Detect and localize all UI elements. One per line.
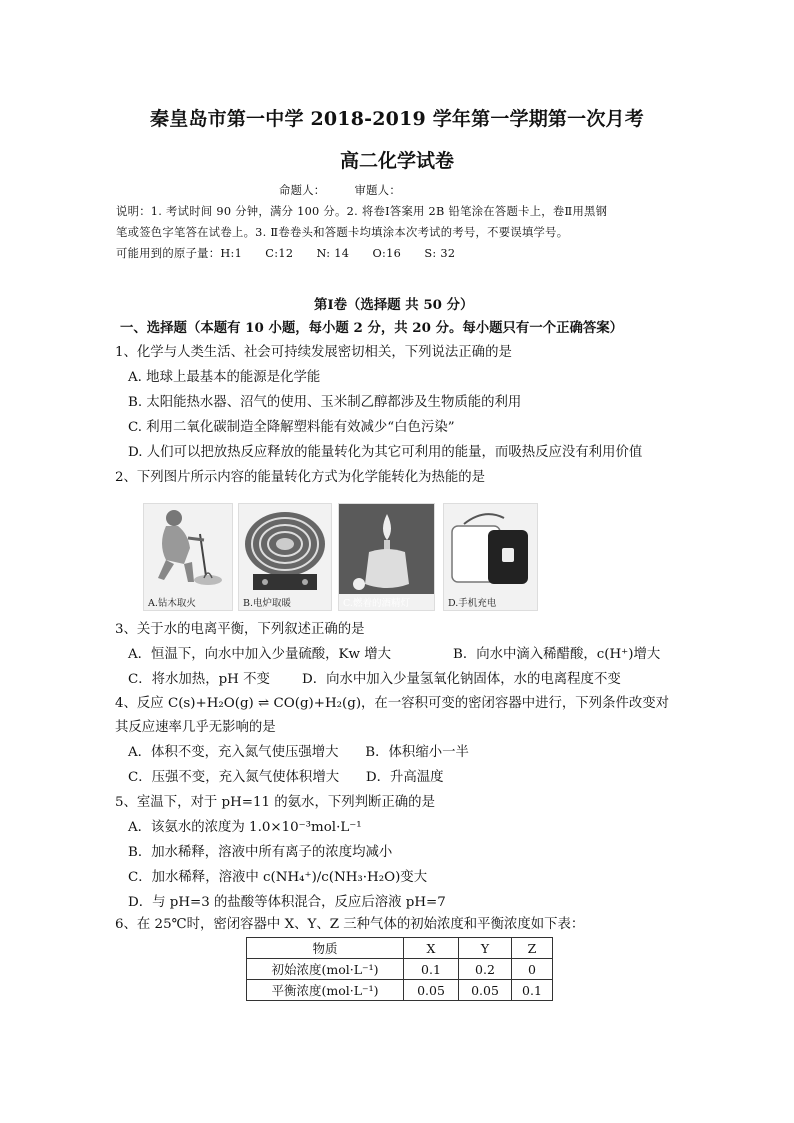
q6-stem: 6、在 25℃时，密闭容器中 X、Y、Z 三种气体的初始浓度和平衡浓度如下表：	[115, 917, 585, 932]
table-cell: 0	[512, 959, 553, 980]
atomic-mass-line: 可能用到的原子量：H:1 C:12 N: 14 O:16 S: 32	[116, 247, 456, 260]
exam-title: 秦皇岛市第一中学 2018-2019 学年第一学期第一次月考	[150, 108, 644, 130]
q2-image-d	[443, 503, 538, 611]
instructions-line-2: 笔或签色字笔答在试卷上。3. Ⅱ卷卷头和答题卡均填涂本次考试的考号，不要误填学号。	[116, 226, 569, 239]
section-instruction: 一、选择题（本题有 10 小题，每小题 2 分，共 20 分。每小题只有一个正确答案）	[120, 320, 624, 336]
table-row	[247, 959, 553, 980]
authors-line: 命题人： 审题人：	[279, 184, 401, 197]
person-drilling-wood-icon	[144, 504, 232, 594]
q2-caption-a: A.钻木取火	[148, 598, 196, 609]
alcohol-lamp-icon	[339, 504, 434, 594]
q5-option-c: C．加水稀释，溶液中 c(NH₄⁺)/c(NH₃·H₂O)变大	[128, 870, 428, 885]
table-cell: 0.2	[459, 959, 512, 980]
table-cell: 0.05	[404, 980, 459, 1001]
instructions-line-1: 说明：1. 考试时间 90 分钟，满分 100 分。2. 将卷Ⅰ答案用 2B 铅笔涂在答题卡上，卷Ⅱ用黑钢	[116, 205, 608, 218]
q2-image-b	[238, 503, 332, 611]
q1-option-c: C. 利用二氧化碳制造全降解塑料能有效减少“白色污染”	[128, 420, 455, 435]
q2-image-c	[338, 503, 435, 611]
q4-stem-line-2: 其反应速率几乎无影响的是	[115, 720, 276, 735]
table-cell: 0.1	[512, 980, 553, 1001]
q1-stem: 1、化学与人类生活、社会可持续发展密切相关，下列说法正确的是	[115, 345, 512, 360]
q3-option-c: C．将水加热，pH 不变	[128, 672, 270, 687]
q2-caption-d: D.手机充电	[448, 598, 497, 609]
phone-charging-icon	[444, 504, 537, 594]
q2-caption-c: C.燃着的酒精灯	[343, 598, 410, 609]
q1-option-d: D. 人们可以把放热反应释放的能量转化为其它可利用的能量，而吸热反应没有利用价值	[128, 445, 643, 460]
q5-stem: 5、室温下，对于 pH=11 的氨水，下列判断正确的是	[115, 795, 435, 810]
table-header-cell: 物质	[247, 938, 404, 959]
table-cell: 0.05	[459, 980, 512, 1001]
section-title: 第Ⅰ卷（选择题 共 50 分）	[314, 297, 474, 313]
table-header-row	[247, 938, 553, 959]
q5-option-a: A．该氨水的浓度为 1.0×10⁻³mol·L⁻¹	[128, 820, 362, 835]
q4-options-cd: C．压强不变，充入氮气使体积增大 D．升高温度	[128, 770, 444, 785]
table-header-cell: X	[404, 938, 459, 959]
exam-subtitle: 高二化学试卷	[339, 150, 454, 172]
q5-option-d: D．与 pH=3 的盐酸等体积混合，反应后溶液 pH=7	[128, 895, 446, 910]
concentration-table	[246, 937, 553, 1001]
q5-option-b: B．加水稀释，溶液中所有离子的浓度均减小	[128, 845, 393, 860]
q2-image-a	[143, 503, 233, 611]
q4-stem-line-1: 4、反应 C(s)+H₂O(g) ⇌ CO(g)+H₂(g)，在一容积可变的密闭容器中进行，下列条件改变对	[115, 696, 670, 711]
q2-stem: 2、下列图片所示内容的能量转化方式为化学能转化为热能的是	[115, 470, 486, 485]
table-cell: 初始浓度(mol·L⁻¹)	[247, 959, 404, 980]
table-cell: 平衡浓度(mol·L⁻¹)	[247, 980, 404, 1001]
table-header-cell: Y	[459, 938, 512, 959]
q3-stem: 3、关于水的电离平衡，下列叙述正确的是	[115, 622, 365, 637]
q1-option-a: A. 地球上最基本的能源是化学能	[128, 370, 321, 385]
table-row	[247, 980, 553, 1001]
electric-heater-icon	[239, 504, 331, 594]
q4-options-ab: A．体积不变，充入氮气使压强增大 B．体积缩小一半	[128, 745, 469, 760]
table-cell: 0.1	[404, 959, 459, 980]
q2-caption-b: B.电炉取暖	[243, 598, 292, 609]
table-header-cell: Z	[512, 938, 553, 959]
q3-option-d: D．向水中加入少量氢氧化钠固体，水的电离程度不变	[302, 672, 621, 687]
q3-option-b: B．向水中滴入稀醋酸，c(H⁺)增大	[453, 647, 661, 662]
q1-option-b: B. 太阳能热水器、沼气的使用、玉米制乙醇都涉及生物质能的利用	[128, 395, 522, 410]
q3-option-a: A．恒温下，向水中加入少量硫酸，Kw 增大	[128, 647, 392, 662]
